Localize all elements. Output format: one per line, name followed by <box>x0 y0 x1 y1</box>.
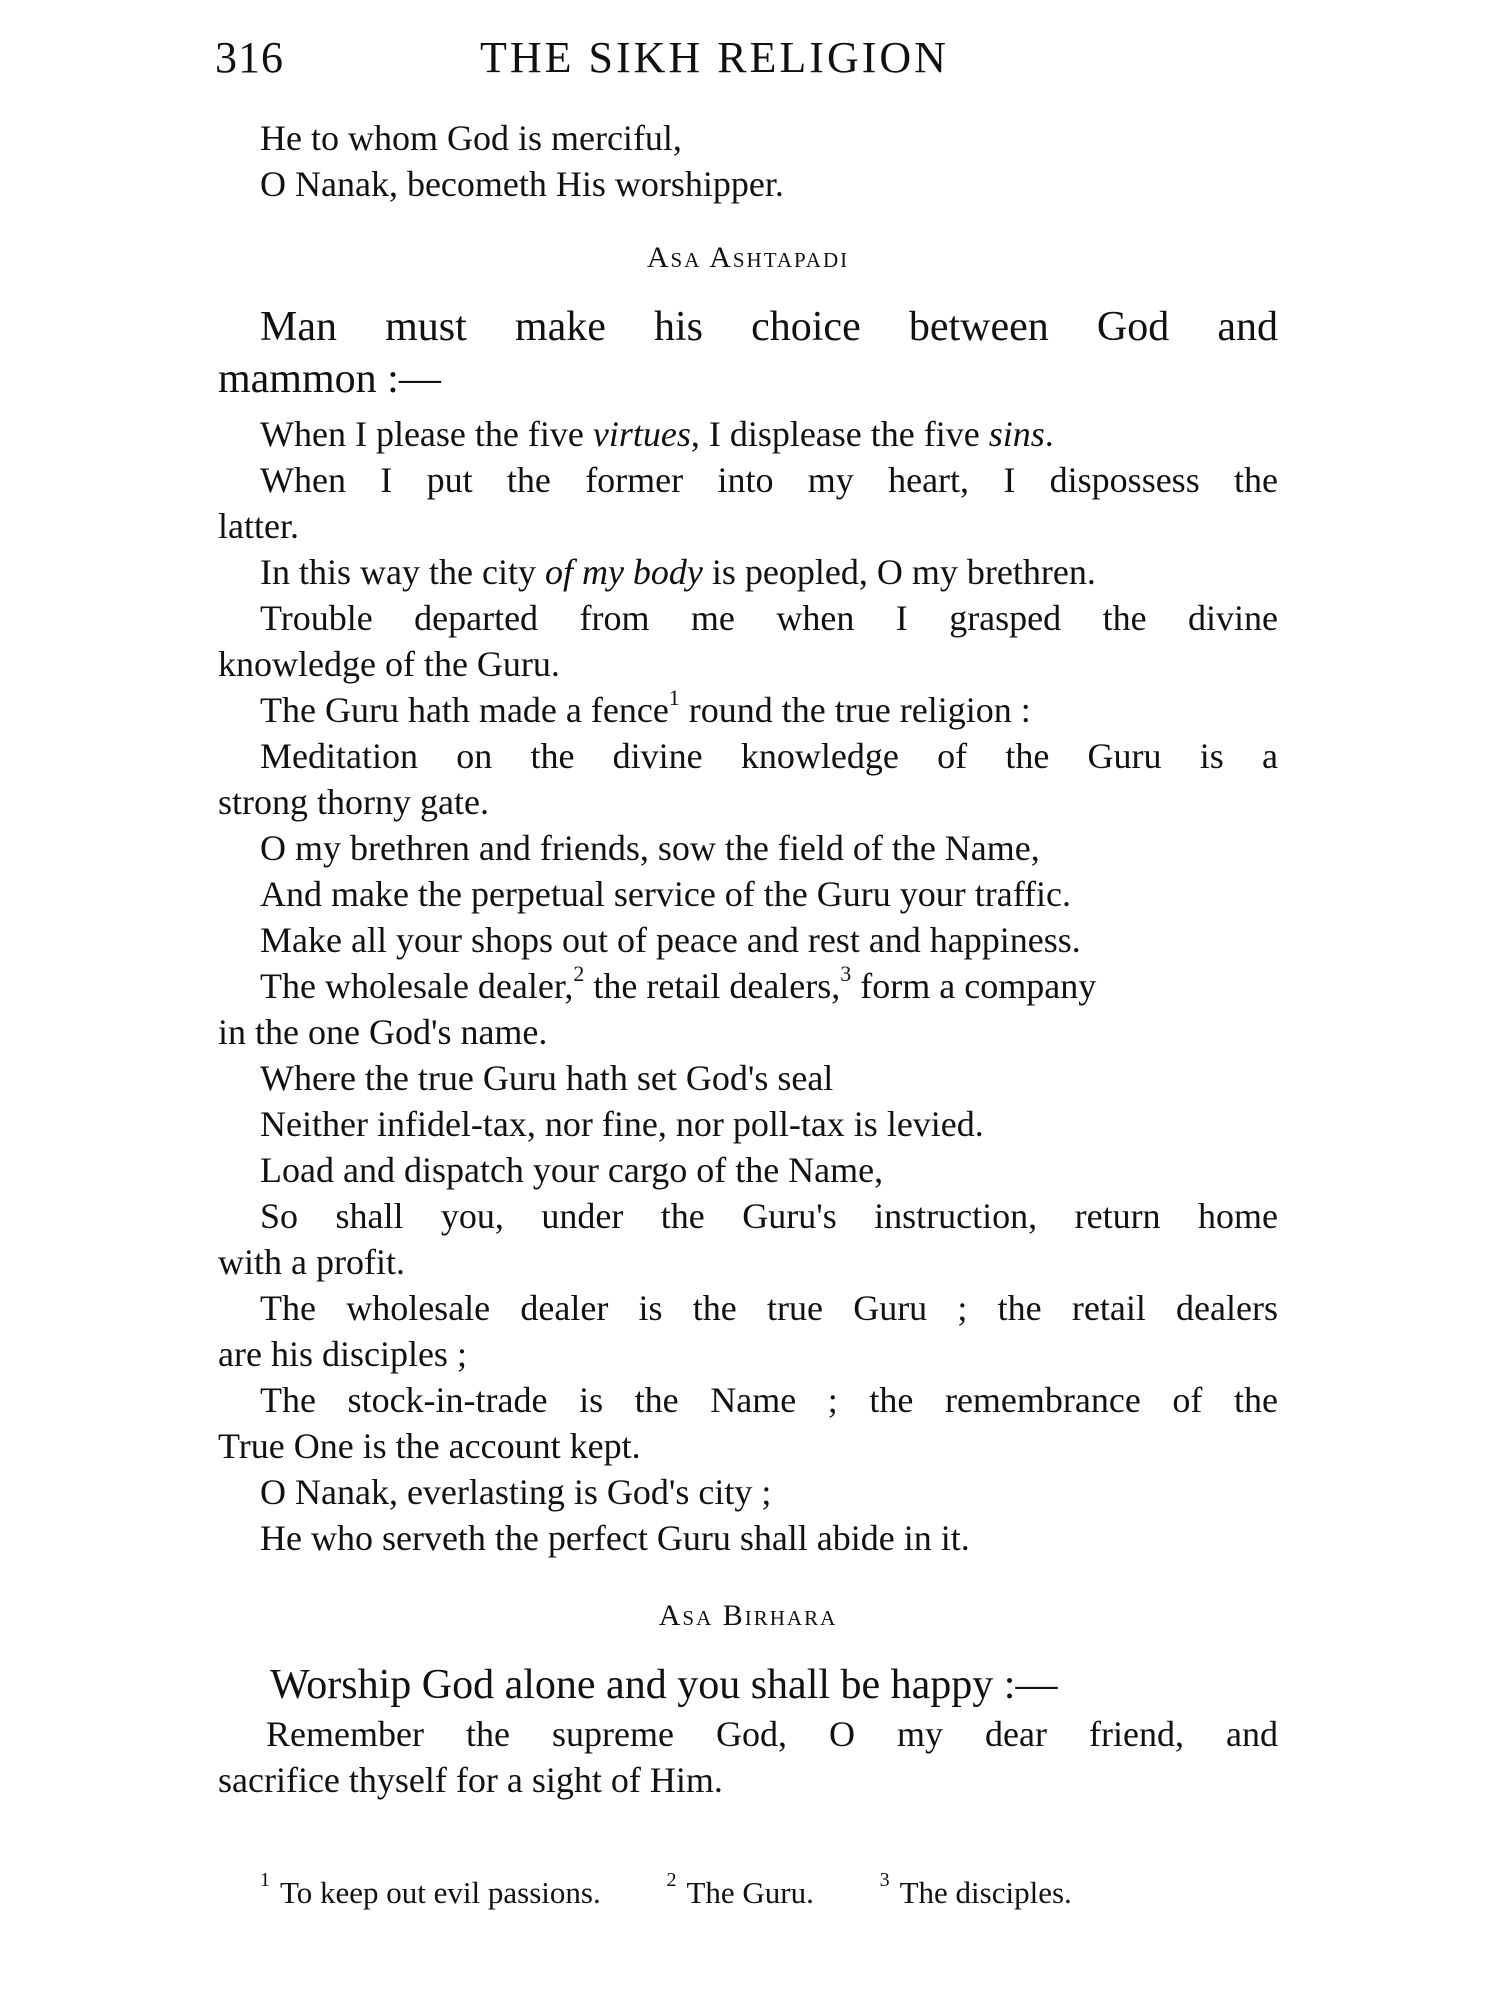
verse-line: Make all your shops out of peace and rest and happiness. <box>260 920 1081 960</box>
verse-line: So shall you, under the Guru's instruction, return home <box>260 1196 1278 1236</box>
verse-line-cont: are his disciples ; <box>218 1334 467 1374</box>
verse-line: The wholesale dealer is the true Guru ; the retail dealers <box>260 1288 1278 1328</box>
verse-line: When I put the former into my heart, I dispossess the <box>260 460 1278 500</box>
verse-line-cont: latter. <box>218 506 299 546</box>
verse-line-cont: sacrifice thyself for a sight of Him. <box>218 1760 723 1800</box>
verse-line: The wholesale dealer,$^2$ the retail dealers,$^3$ form a company <box>260 961 1097 1006</box>
verse-line: When I please the five virtues, I displease the five sins. <box>260 414 1054 454</box>
verse-line: Trouble departed from me when I grasped the divine <box>260 598 1278 638</box>
verse-line: He who serveth the perfect Guru shall abide in it. <box>260 1518 970 1558</box>
verse-line-cont: strong thorny gate. <box>218 782 489 822</box>
footnote-ref: 3 <box>840 961 852 986</box>
footnote: $^3$ The disciples. <box>879 1868 1072 1910</box>
footnotes <box>260 1868 1260 1911</box>
footnote: $^1$ To keep out evil passions. <box>260 1868 601 1910</box>
verse-line: Remember the supreme God, O my dear friend, and <box>266 1714 1278 1754</box>
verse-line: And make the perpetual service of the Guru your traffic. <box>260 874 1072 914</box>
section-heading-asa-ashtapadi: Asa Ashtapadi <box>646 241 850 274</box>
verse-line: Meditation on the divine knowledge of the Guru is a <box>260 736 1278 776</box>
section-heading-asa-birhara: Asa Birhara <box>658 1599 838 1632</box>
body-text <box>218 115 1278 1803</box>
verse-line: O my brethren and friends, sow the field of the Name, <box>260 828 1040 868</box>
verse-line-cont: with a profit. <box>218 1242 405 1282</box>
verse-line: Load and dispatch your cargo of the Name, <box>260 1150 884 1190</box>
verse-line-cont: in the one God's name. <box>218 1012 548 1052</box>
footnote-ref: 1 <box>668 685 680 710</box>
verse-line: O Nanak, becometh His worshipper. <box>260 164 784 204</box>
verse-line-cont: knowledge of the Guru. <box>218 644 560 684</box>
page-number: 316 <box>215 33 284 82</box>
verse-line: The stock-in-trade is the Name ; the remembrance of the <box>260 1380 1278 1420</box>
running-title: THE SIKH RELIGION <box>480 33 949 82</box>
verse-line-cont: True One is the account kept. <box>218 1426 641 1466</box>
verse-line: Where the true Guru hath set God's seal <box>260 1058 834 1098</box>
verse-line: He to whom God is merciful, <box>260 118 682 158</box>
verse-line: The Guru hath made a fence$^1$ round the true religion : <box>260 685 1031 730</box>
section-intro-cont: mammon :— <box>218 356 441 402</box>
footnote-ref: 2 <box>573 961 585 986</box>
verse-line: O Nanak, everlasting is God's city ; <box>260 1472 772 1512</box>
verse-line: Neither infidel-tax, nor fine, nor poll-tax is levied. <box>260 1104 984 1144</box>
page-header <box>215 32 1275 92</box>
verse-line: In this way the city of my body is peopled, O my brethren. <box>260 552 1096 592</box>
footnote: $^2$ The Guru. <box>666 1868 814 1910</box>
section-intro: Worship God alone and you shall be happy :— <box>270 1662 1058 1708</box>
section-intro: Man must make his choice between God and <box>260 304 1278 350</box>
